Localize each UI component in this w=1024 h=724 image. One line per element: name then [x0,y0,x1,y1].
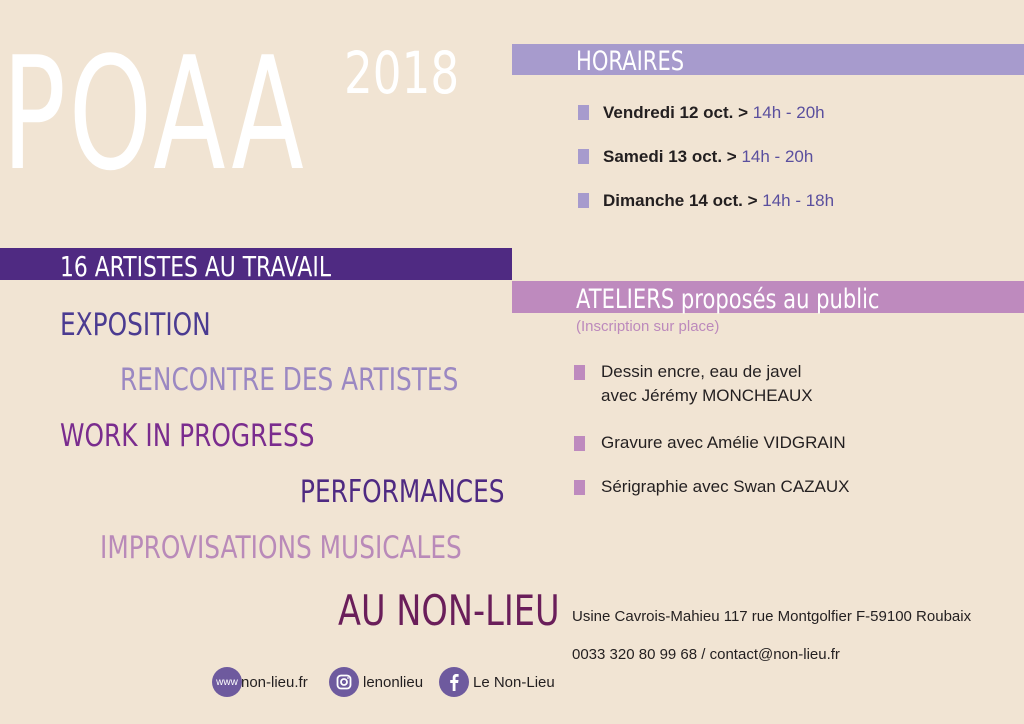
bullet-icon [578,149,589,164]
facebook-link[interactable] [439,667,555,697]
instagram-label: lenonlieu [363,673,424,691]
schedule-day: Dimanche 14 oct. [603,191,743,210]
schedule-item [578,103,825,123]
artistes-heading: 16 ARTISTES AU TRAVAIL [60,250,331,283]
schedule-item [578,191,834,211]
facebook-label: Le Non-Lieu [473,673,555,691]
web-icon: www [212,667,242,697]
atelier-item [574,431,846,455]
horaires-heading: HORAIRES [576,46,685,77]
event-title: POAA [2,23,307,205]
atelier-item [574,475,850,499]
facebook-icon [439,667,469,697]
bullet-icon [574,365,585,380]
schedule-sep: > [738,103,749,122]
ateliers-heading: ATELIERS proposés au public [576,284,880,315]
program-exposition: EXPOSITION [60,307,211,343]
program-performances: PERFORMANCES [300,474,505,510]
website-label: non-lieu.fr [241,673,308,691]
atelier-line: Gravure avec Amélie VIDGRAIN [601,433,846,452]
bullet-icon [578,105,589,120]
program-work-in-progress: WORK IN PROGRESS [60,418,315,454]
bullet-icon [574,480,585,495]
venue-title: AU NON-LIEU [338,586,560,635]
schedule-day: Vendredi 12 oct. [603,103,734,122]
bullet-icon [578,193,589,208]
schedule-item [578,147,813,167]
schedule-hours: 14h - 20h [752,103,825,122]
instagram-link[interactable] [329,667,423,697]
atelier-item [574,360,813,408]
website-link[interactable] [212,667,308,697]
schedule-sep: > [726,147,737,166]
ateliers-subtitle: (Inscription sur place) [576,318,720,335]
program-rencontre: RENCONTRE DES ARTISTES [120,362,459,398]
atelier-line: avec Jérémy MONCHEAUX [601,386,813,405]
event-year: 2018 [344,39,460,107]
atelier-line: Sérigraphie avec Swan CAZAUX [601,477,850,496]
program-improvisations: IMPROVISATIONS MUSICALES [100,530,462,566]
address: Usine Cavrois-Mahieu 117 rue Montgolfier F-59100 Roubaix [572,608,972,625]
atelier-line: Dessin encre, eau de javel [601,362,802,381]
schedule-hours: 14h - 18h [762,191,835,210]
bullet-icon [574,436,585,451]
phone-email[interactable]: 0033 320 80 99 68 / contact@non-lieu.fr [572,646,840,663]
schedule-day: Samedi 13 oct. [603,147,723,166]
instagram-icon [329,667,359,697]
schedule-hours: 14h - 20h [741,147,814,166]
schedule-sep: > [747,191,758,210]
